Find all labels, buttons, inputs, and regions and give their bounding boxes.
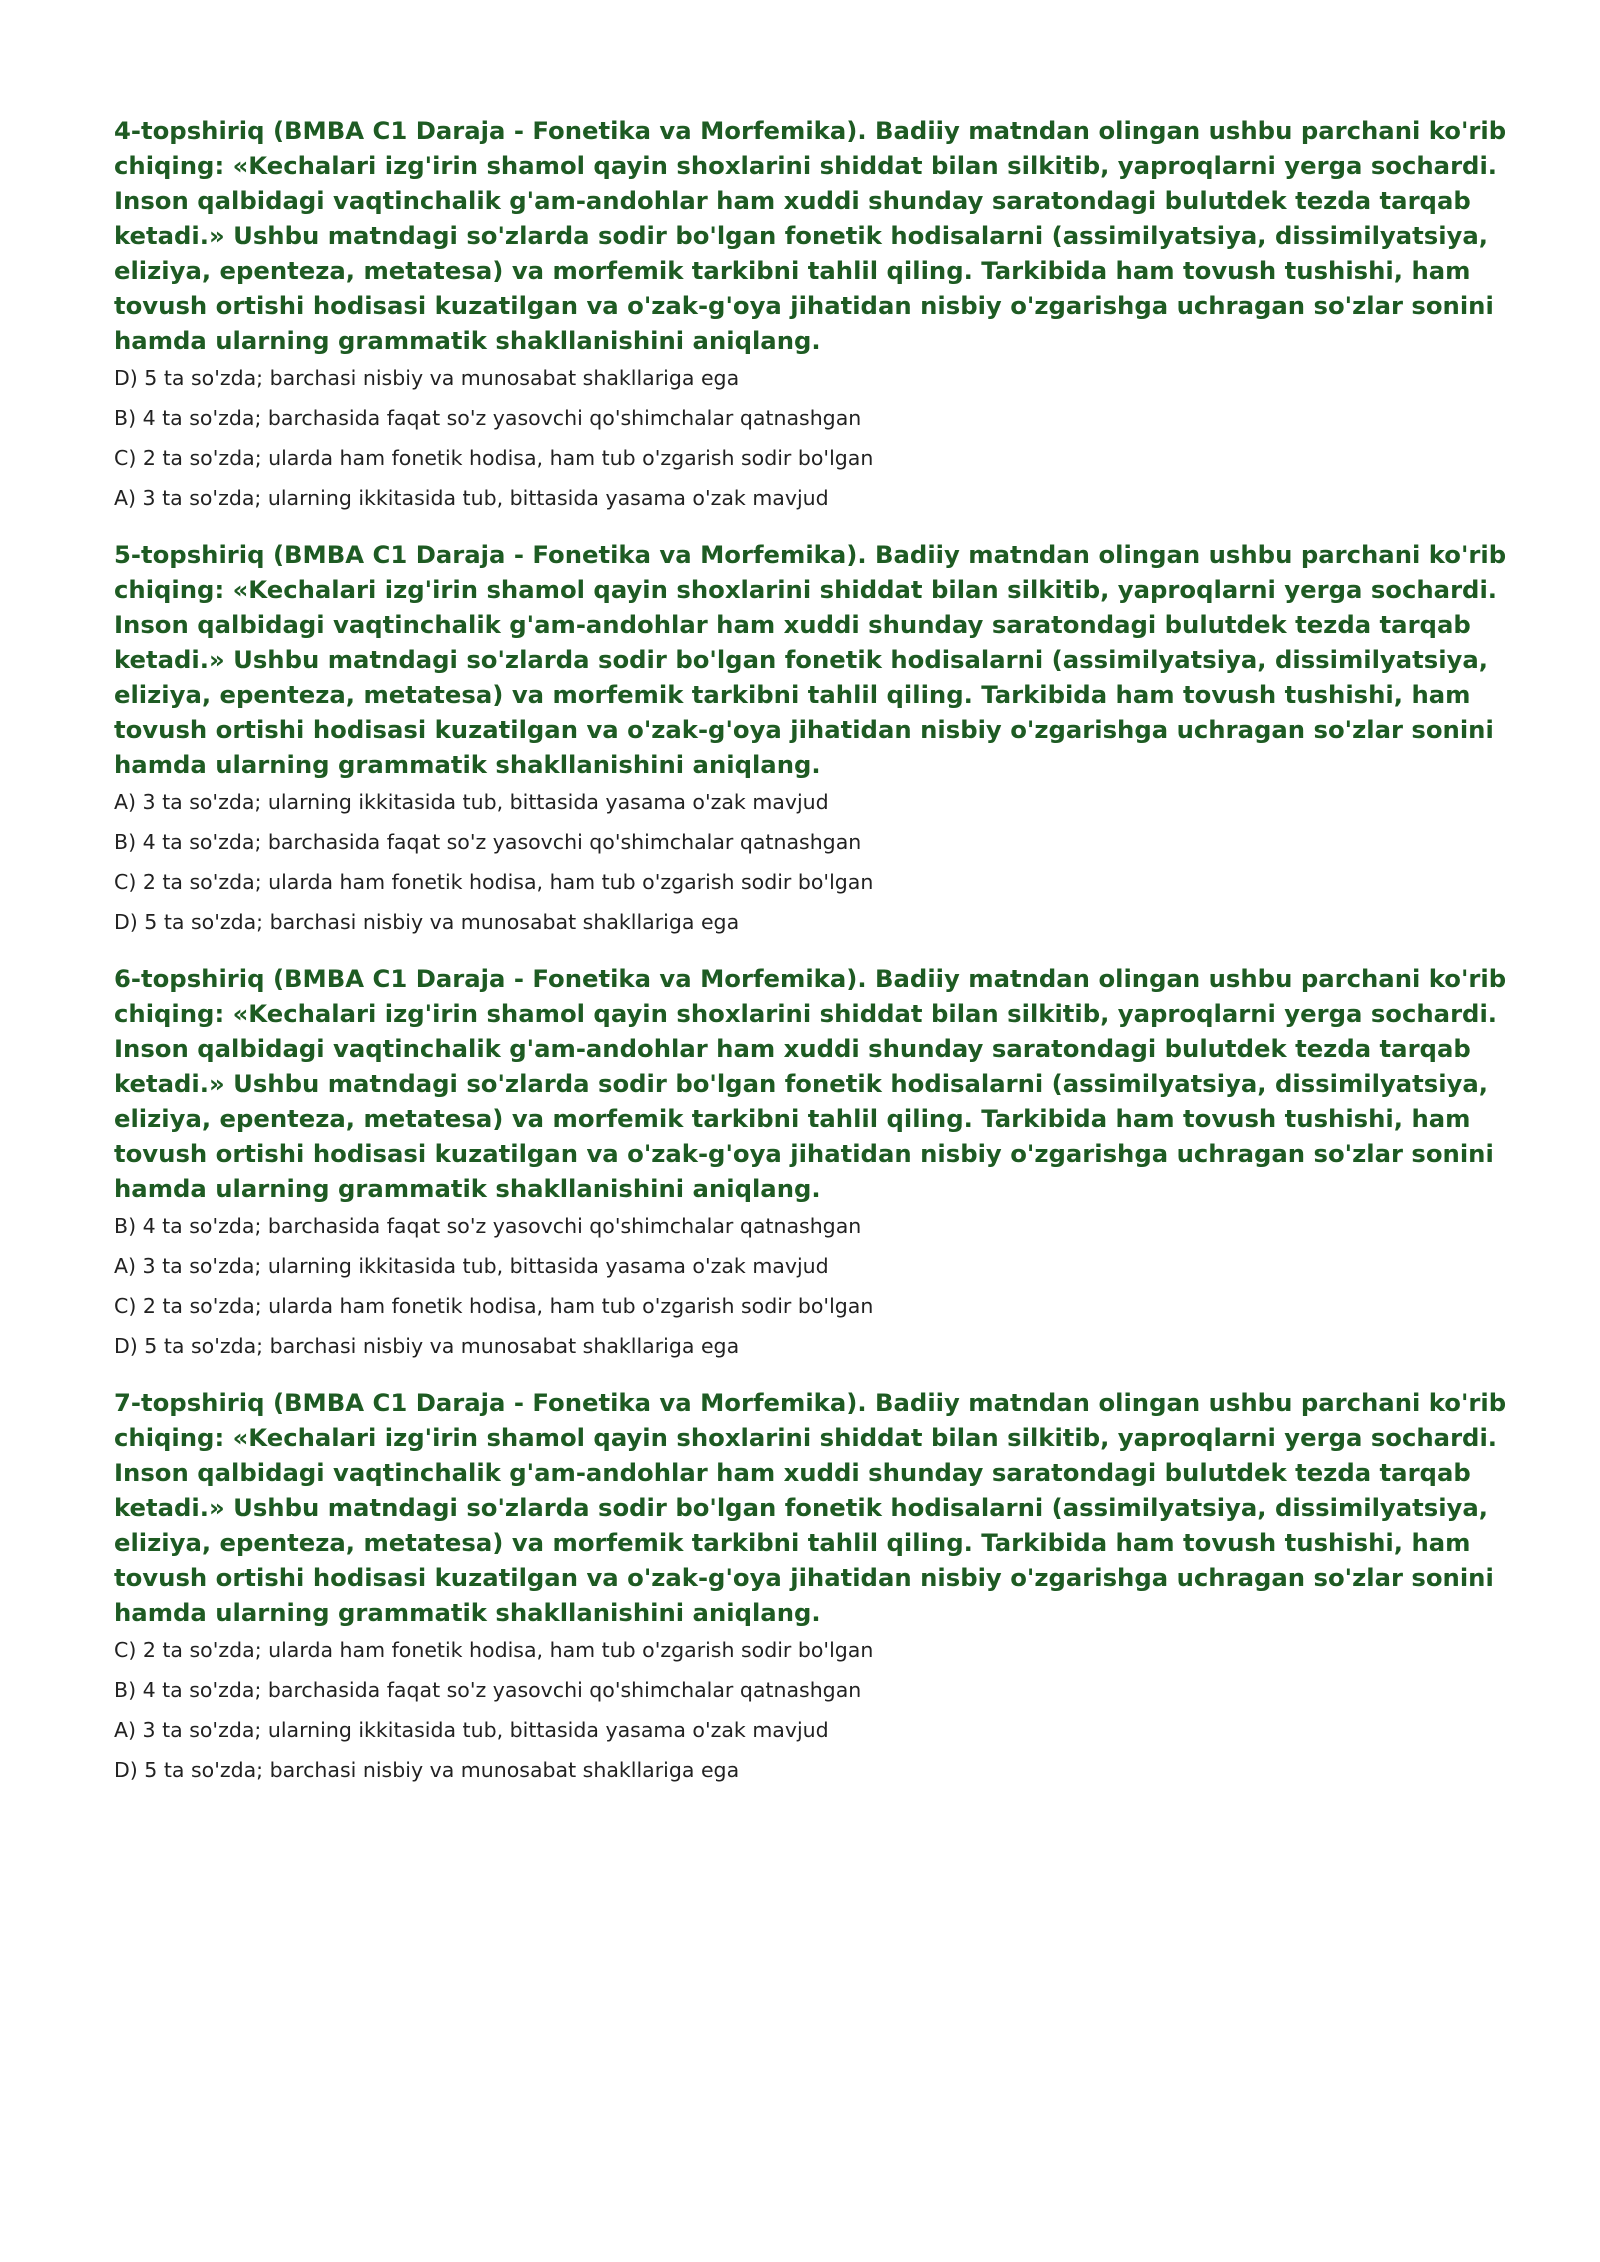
answer-option: A) 3 ta so'zda; ularning ikkitasida tub, bittasida yasama o'zak mavjud bbox=[114, 486, 829, 510]
task-question: 6-topshiriq (BMBA C1 Daraja - Fonetika va Morfemika). Badiiy matndan olingan ushbu parchani ko'rib chiqing: «Kechalari izg'irin shamol qayin shoxlarini shiddat bilan silkitib, yaproqlarni yerga sochardi. Inson qalbidagi vaqtinchalik g'am-andohlar ham xuddi shunday saratondagi bulutdek tezda tarqab ketadi.» Ushbu matndagi so'zlarda sodir bo'lgan fonetik hodisalarni (assimilyatsiya, dissimilyatsiya, eliziya, epenteza, metatesa) va morfemik tarkibni tahlil qiling. Tarkibida ham tovush tushishi, ham tovush ortishi hodisasi kuzatilgan va o'zak-g'oya jihatidan nisbiy o'zgarishga uchragan so'zlar sonini hamda ularning grammatik shakllanishini aniqlang. bbox=[114, 964, 1507, 1203]
answer-option: C) 2 ta so'zda; ularda ham fonetik hodisa, ham tub o'zgarish sodir bo'lgan bbox=[114, 1294, 874, 1318]
task-5 bbox=[114, 537, 1514, 936]
task-7 bbox=[114, 1385, 1514, 1784]
task-4 bbox=[114, 113, 1514, 512]
task-question: 7-topshiriq (BMBA C1 Daraja - Fonetika va Morfemika). Badiiy matndan olingan ushbu parchani ko'rib chiqing: «Kechalari izg'irin shamol qayin shoxlarini shiddat bilan silkitib, yaproqlarni yerga sochardi. Inson qalbidagi vaqtinchalik g'am-andohlar ham xuddi shunday saratondagi bulutdek tezda tarqab ketadi.» Ushbu matndagi so'zlarda sodir bo'lgan fonetik hodisalarni (assimilyatsiya, dissimilyatsiya, eliziya, epenteza, metatesa) va morfemik tarkibni tahlil qiling. Tarkibida ham tovush tushishi, ham tovush ortishi hodisasi kuzatilgan va o'zak-g'oya jihatidan nisbiy o'zgarishga uchragan so'zlar sonini hamda ularning grammatik shakllanishini aniqlang. bbox=[114, 1388, 1507, 1627]
answer-options bbox=[114, 788, 1514, 936]
answer-option: A) 3 ta so'zda; ularning ikkitasida tub, bittasida yasama o'zak mavjud bbox=[114, 790, 829, 814]
task-question: 5-topshiriq (BMBA C1 Daraja - Fonetika va Morfemika). Badiiy matndan olingan ushbu parchani ko'rib chiqing: «Kechalari izg'irin shamol qayin shoxlarini shiddat bilan silkitib, yaproqlarni yerga sochardi. Inson qalbidagi vaqtinchalik g'am-andohlar ham xuddi shunday saratondagi bulutdek tezda tarqab ketadi.» Ushbu matndagi so'zlarda sodir bo'lgan fonetik hodisalarni (assimilyatsiya, dissimilyatsiya, eliziya, epenteza, metatesa) va morfemik tarkibni tahlil qiling. Tarkibida ham tovush tushishi, ham tovush ortishi hodisasi kuzatilgan va o'zak-g'oya jihatidan nisbiy o'zgarishga uchragan so'zlar sonini hamda ularning grammatik shakllanishini aniqlang. bbox=[114, 540, 1507, 779]
task-6 bbox=[114, 961, 1514, 1360]
answer-options bbox=[114, 364, 1514, 512]
answer-options bbox=[114, 1212, 1514, 1360]
answer-option: D) 5 ta so'zda; barchasi nisbiy va munosabat shakllariga ega bbox=[114, 1758, 740, 1782]
answer-option: A) 3 ta so'zda; ularning ikkitasida tub, bittasida yasama o'zak mavjud bbox=[114, 1254, 829, 1278]
answer-option: C) 2 ta so'zda; ularda ham fonetik hodisa, ham tub o'zgarish sodir bo'lgan bbox=[114, 446, 874, 470]
answer-option: D) 5 ta so'zda; barchasi nisbiy va munosabat shakllariga ega bbox=[114, 910, 740, 934]
answer-option: A) 3 ta so'zda; ularning ikkitasida tub, bittasida yasama o'zak mavjud bbox=[114, 1718, 829, 1742]
answer-options bbox=[114, 1636, 1514, 1784]
answer-option: D) 5 ta so'zda; barchasi nisbiy va munosabat shakllariga ega bbox=[114, 366, 740, 390]
answer-option: C) 2 ta so'zda; ularda ham fonetik hodisa, ham tub o'zgarish sodir bo'lgan bbox=[114, 870, 874, 894]
answer-option: B) 4 ta so'zda; barchasida faqat so'z yasovchi qo'shimchalar qatnashgan bbox=[114, 406, 862, 430]
task-question: 4-topshiriq (BMBA C1 Daraja - Fonetika va Morfemika). Badiiy matndan olingan ushbu parchani ko'rib chiqing: «Kechalari izg'irin shamol qayin shoxlarini shiddat bilan silkitib, yaproqlarni yerga sochardi. Inson qalbidagi vaqtinchalik g'am-andohlar ham xuddi shunday saratondagi bulutdek tezda tarqab ketadi.» Ushbu matndagi so'zlarda sodir bo'lgan fonetik hodisalarni (assimilyatsiya, dissimilyatsiya, eliziya, epenteza, metatesa) va morfemik tarkibni tahlil qiling. Tarkibida ham tovush tushishi, ham tovush ortishi hodisasi kuzatilgan va o'zak-g'oya jihatidan nisbiy o'zgarishga uchragan so'zlar sonini hamda ularning grammatik shakllanishini aniqlang. bbox=[114, 116, 1507, 355]
answer-option: B) 4 ta so'zda; barchasida faqat so'z yasovchi qo'shimchalar qatnashgan bbox=[114, 1678, 862, 1702]
answer-option: C) 2 ta so'zda; ularda ham fonetik hodisa, ham tub o'zgarish sodir bo'lgan bbox=[114, 1638, 874, 1662]
answer-option: B) 4 ta so'zda; barchasida faqat so'z yasovchi qo'shimchalar qatnashgan bbox=[114, 1214, 862, 1238]
answer-option: D) 5 ta so'zda; barchasi nisbiy va munosabat shakllariga ega bbox=[114, 1334, 740, 1358]
document-page bbox=[114, 108, 1514, 1809]
answer-option: B) 4 ta so'zda; barchasida faqat so'z yasovchi qo'shimchalar qatnashgan bbox=[114, 830, 862, 854]
